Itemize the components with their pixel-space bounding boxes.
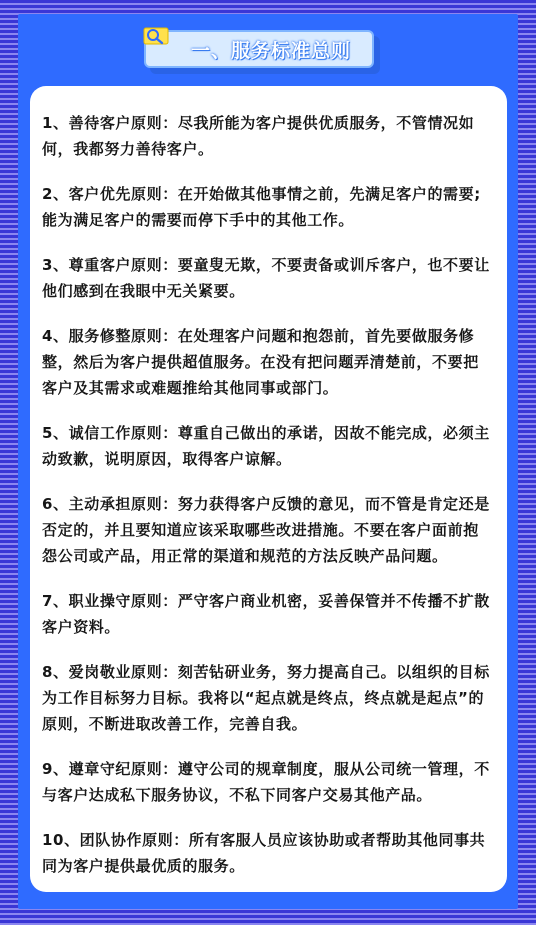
rule-title: 2、客户优先原则： [42,185,178,203]
rule-item [42,323,493,401]
rule-item [42,659,493,737]
rule-item [42,110,493,162]
rule-body: 所有客服人员应该协助或者帮助其他同事共同为客户提供最优质的服务。 [42,831,486,875]
section-header [144,30,380,74]
magnifier-note-icon [140,24,174,52]
rule-title: 7、职业操守原则： [42,592,178,610]
page-title: 一、服务标准总则 [190,39,351,62]
rule-title: 6、主动承担原则： [42,495,178,513]
rule-title: 3、尊重客户原则： [42,256,178,274]
rule-title: 8、爱岗敬业原则： [42,663,178,681]
rule-body: 要童叟无欺，不要责备或训斥客户，也不要让他们感到在我眼中无关紧要。 [42,256,490,300]
rule-item [42,420,493,472]
rule-body: 在处理客户问题和抱怨前，首先要做服务修整，然后为客户提供超值服务。在没有把问题弄清楚前，不要把客户及其需求或难题推给其他同事或部门。 [42,327,479,397]
rule-item [42,491,493,569]
rule-body: 努力获得客户反馈的意见，而不管是肯定还是否定的，并且要知道应该采取哪些改进措施。不要在客户面前抱怨公司或产品，用正常的渠道和规范的方法反映产品问题。 [42,495,490,565]
rule-title: 1、善待客户原则： [42,114,178,132]
rule-body: 刻苦钻研业务，努力提高自己。以组织的目标为工作目标努力目标。我将以“起点就是终点，终点就是起点”的原则，不断进取改善工作，完善自我。 [42,663,490,733]
rule-item [42,588,493,640]
rule-item [42,827,493,879]
rule-body: 尊重自己做出的承诺，因故不能完成，必须主动致歉，说明原因，取得客户谅解。 [42,424,490,468]
rule-item [42,756,493,808]
rule-body: 尽我所能为客户提供优质服务，不管情况如何，我都努力善待客户。 [42,114,475,158]
rule-body: 遵守公司的规章制度，服从公司统一管理，不与客户达成私下服务协议，不私下同客户交易其他产品。 [42,760,490,804]
rule-title: 10、团队协作原则： [42,831,189,849]
rule-item [42,181,493,233]
rule-title: 5、诚信工作原则： [42,424,178,442]
header-box [144,30,374,68]
rules-card [30,86,507,892]
rule-item [42,252,493,304]
rule-body: 在开始做其他事情之前，先满足客户的需要;能为满足客户的需要而停下手中的其他工作。 [42,185,481,229]
rule-title: 4、服务修整原则： [42,327,178,345]
rule-title: 9、遵章守纪原则： [42,760,178,778]
rule-body: 严守客户商业机密，妥善保管并不传播不扩散客户资料。 [42,592,490,636]
